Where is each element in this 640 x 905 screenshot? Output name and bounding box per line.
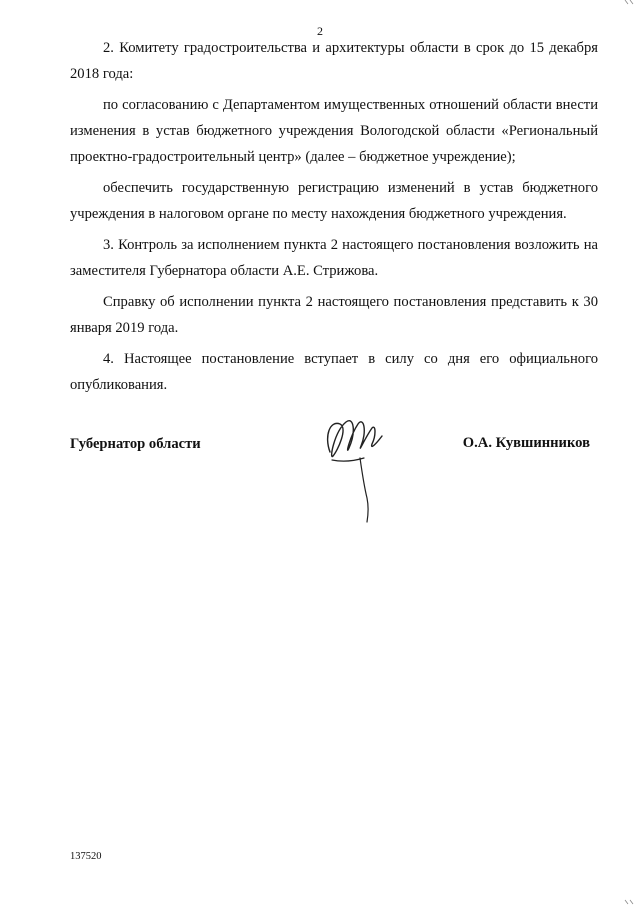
signature-block (70, 428, 598, 528)
paragraph-report: Справку об исполнении пункта 2 настоящего постановления представить к 30 января 2019 года. (70, 294, 598, 336)
paragraph-item-4: 4. Настоящее постановление вступает в силу со дня его официального опубликования. (70, 351, 598, 393)
document-code: 137520 (70, 851, 102, 862)
scan-mark-icon (624, 0, 634, 5)
paragraph-item-2-approve: по согласованию с Департаментом имущественных отношений области внести изменения в устав бюджетного учреждения Вологодской области «Региональный проектно-градостроительный центр» (далее – бюджетное учреждение); (70, 97, 598, 165)
document-body (70, 35, 598, 398)
paragraph-item-2: 2. Комитету градостроительства и архитектуры области в срок до 15 декабря 2018 года: (70, 40, 598, 82)
page-number: 2 (317, 24, 323, 38)
scan-mark-icon (624, 899, 634, 905)
signatory-title: Губернатор области (70, 436, 201, 452)
paragraph-item-2-register: обеспечить государственную регистрацию изменений в устав бюджетного учреждения в налоговом органе по месту нахождения бюджетного учреждения. (70, 180, 598, 222)
paragraph-item-3: 3. Контроль за исполнением пункта 2 настоящего постановления возложить на заместителя Губернатора области А.Е. Стрижова. (70, 237, 598, 279)
signatory-name: О.А. Кувшинников (462, 435, 590, 451)
handwritten-signature (320, 414, 390, 524)
